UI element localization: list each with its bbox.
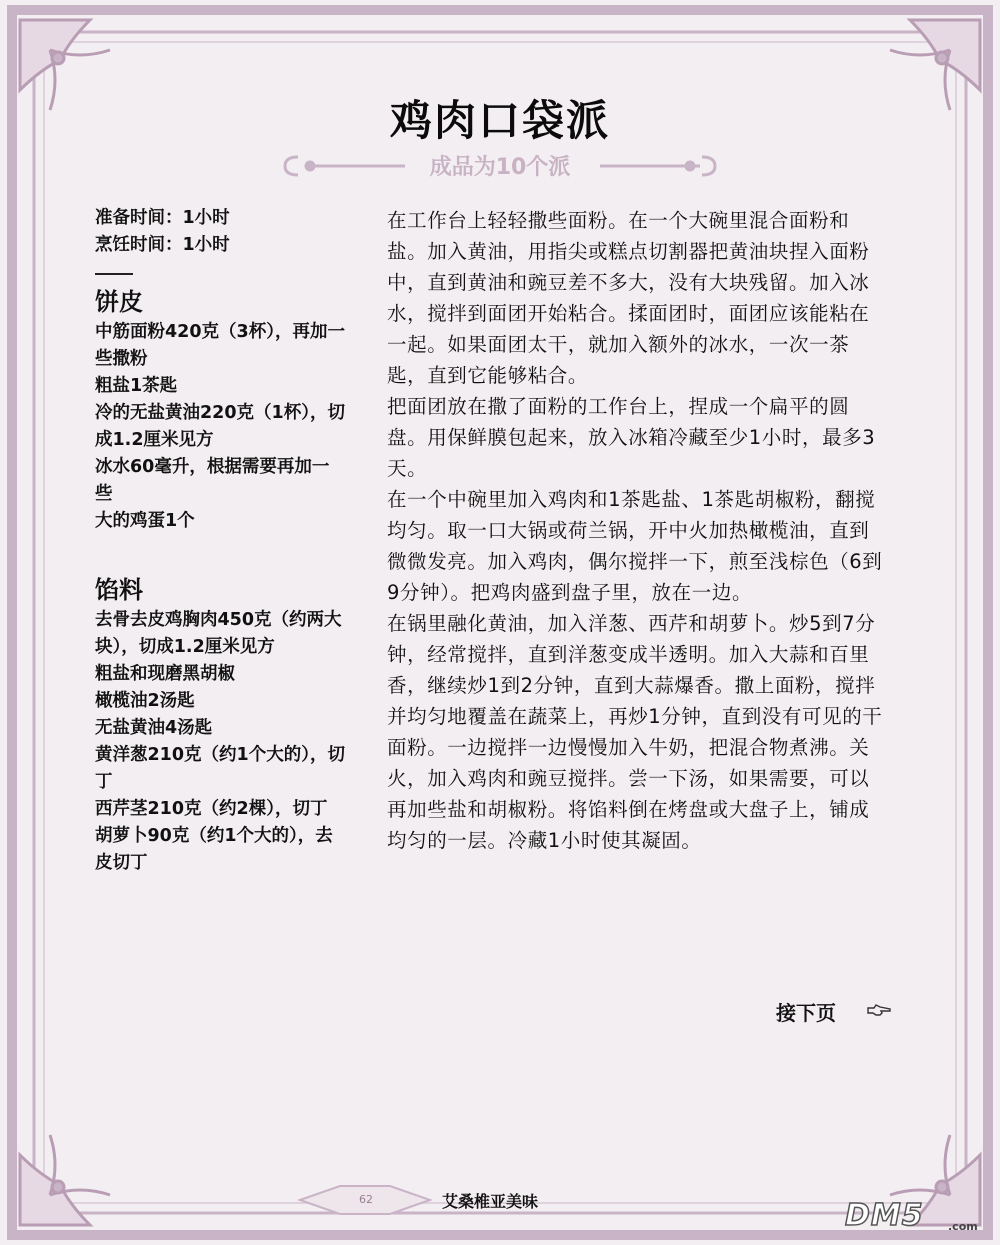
step-paragraph: 把面团放在撒了面粉的工作台上，捏成一个扁平的圆盘。用保鲜膜包起来，放入冰箱冷藏至少1小时，最多3天。: [387, 395, 876, 480]
watermark-logo: DM5: [845, 1198, 924, 1233]
list-item: 橄榄油2汤匙: [95, 691, 195, 711]
prep-time: 准备时间：1小时: [95, 208, 230, 228]
list-item: 冰水60毫升，根据需要再加一些: [95, 457, 330, 504]
list-item: 中筋面粉420克（3杯），再加一些撒粉: [95, 322, 345, 369]
list-item: 西芹茎210克（约2棵），切丁: [95, 799, 328, 819]
cook-time: 烹饪时间：1小时: [95, 235, 230, 255]
list-item: 无盐黄油4汤匙: [95, 718, 213, 738]
step-paragraph: 在锅里融化黄油，加入洋葱、西芹和胡萝卜。炒5到7分钟，经常搅拌，直到洋葱变成半透明。加入大蒜和百里香，继续炒1到2分钟，直到大蒜爆香。撒上面粉，搅拌并均匀地覆盖在蔬菜上，再炒1分钟，直到没有可见的干面粉。一边搅拌一边慢慢加入牛奶，把混合物煮沸。关火，加入鸡肉和豌豆搅拌。尝一下汤，如果需要，可以再加些盐和胡椒粉。将馅料倒在烤盘或大盘子上，铺成均匀的一层。冷藏1小时使其凝固。: [387, 612, 883, 852]
step-paragraph: 在工作台上轻轻撒些面粉。在一个大碗里混合面粉和盐。加入黄油，用指尖或糕点切割器把黄油块捏入面粉中，直到黄油和豌豆差不多大，没有大块残留。加入冰水，搅拌到面团开始粘合。揉面团时，面团应该能粘在一起。如果面团太干，就加入额外的冰水，一次一茶匙，直到它能够粘合。: [387, 209, 870, 387]
crust-list: [95, 319, 345, 535]
page-title: 鸡肉口袋派: [389, 96, 610, 145]
list-item: 胡萝卜90克（约1个大的），去皮切丁: [95, 826, 333, 873]
pointing-hand-icon: [866, 1001, 892, 1021]
list-item: 去骨去皮鸡胸肉450克（约两大块），切成1.2厘米见方: [95, 610, 342, 657]
list-item: 冷的无盐黄油220克（1杯），切成1.2厘米见方: [95, 403, 345, 450]
list-item: 大的鸡蛋1个: [95, 511, 195, 531]
watermark-domain: .com: [948, 1220, 978, 1233]
instructions-column: [387, 205, 887, 856]
filling-list: [95, 607, 345, 877]
divider: [95, 273, 133, 275]
list-item: 粗盐和现磨黑胡椒: [95, 664, 235, 684]
ingredients-column: [95, 205, 345, 877]
filling-heading: 馅料: [95, 576, 143, 604]
next-page-link[interactable]: 接下页: [776, 1001, 836, 1025]
list-item: 黄洋葱210克（约1个大的），切丁: [95, 745, 345, 792]
crust-heading: 饼皮: [95, 288, 143, 316]
list-item: 粗盐1茶匙: [95, 376, 178, 396]
page-number: 62: [359, 1193, 373, 1206]
step-paragraph: 在一个中碗里加入鸡肉和1茶匙盐、1茶匙胡椒粉，翻搅均匀。取一口大锅或荷兰锅，开中火加热橄榄油，直到微微发亮。加入鸡肉，偶尔搅拌一下，煎至浅棕色（6到9分钟）。把鸡肉盛到盘子里，放在一边。: [387, 488, 883, 604]
time-info: [95, 205, 345, 259]
servings-subtitle: 成品为10个派: [429, 155, 571, 180]
book-title: 艾桑椎亚美味: [442, 1192, 539, 1211]
